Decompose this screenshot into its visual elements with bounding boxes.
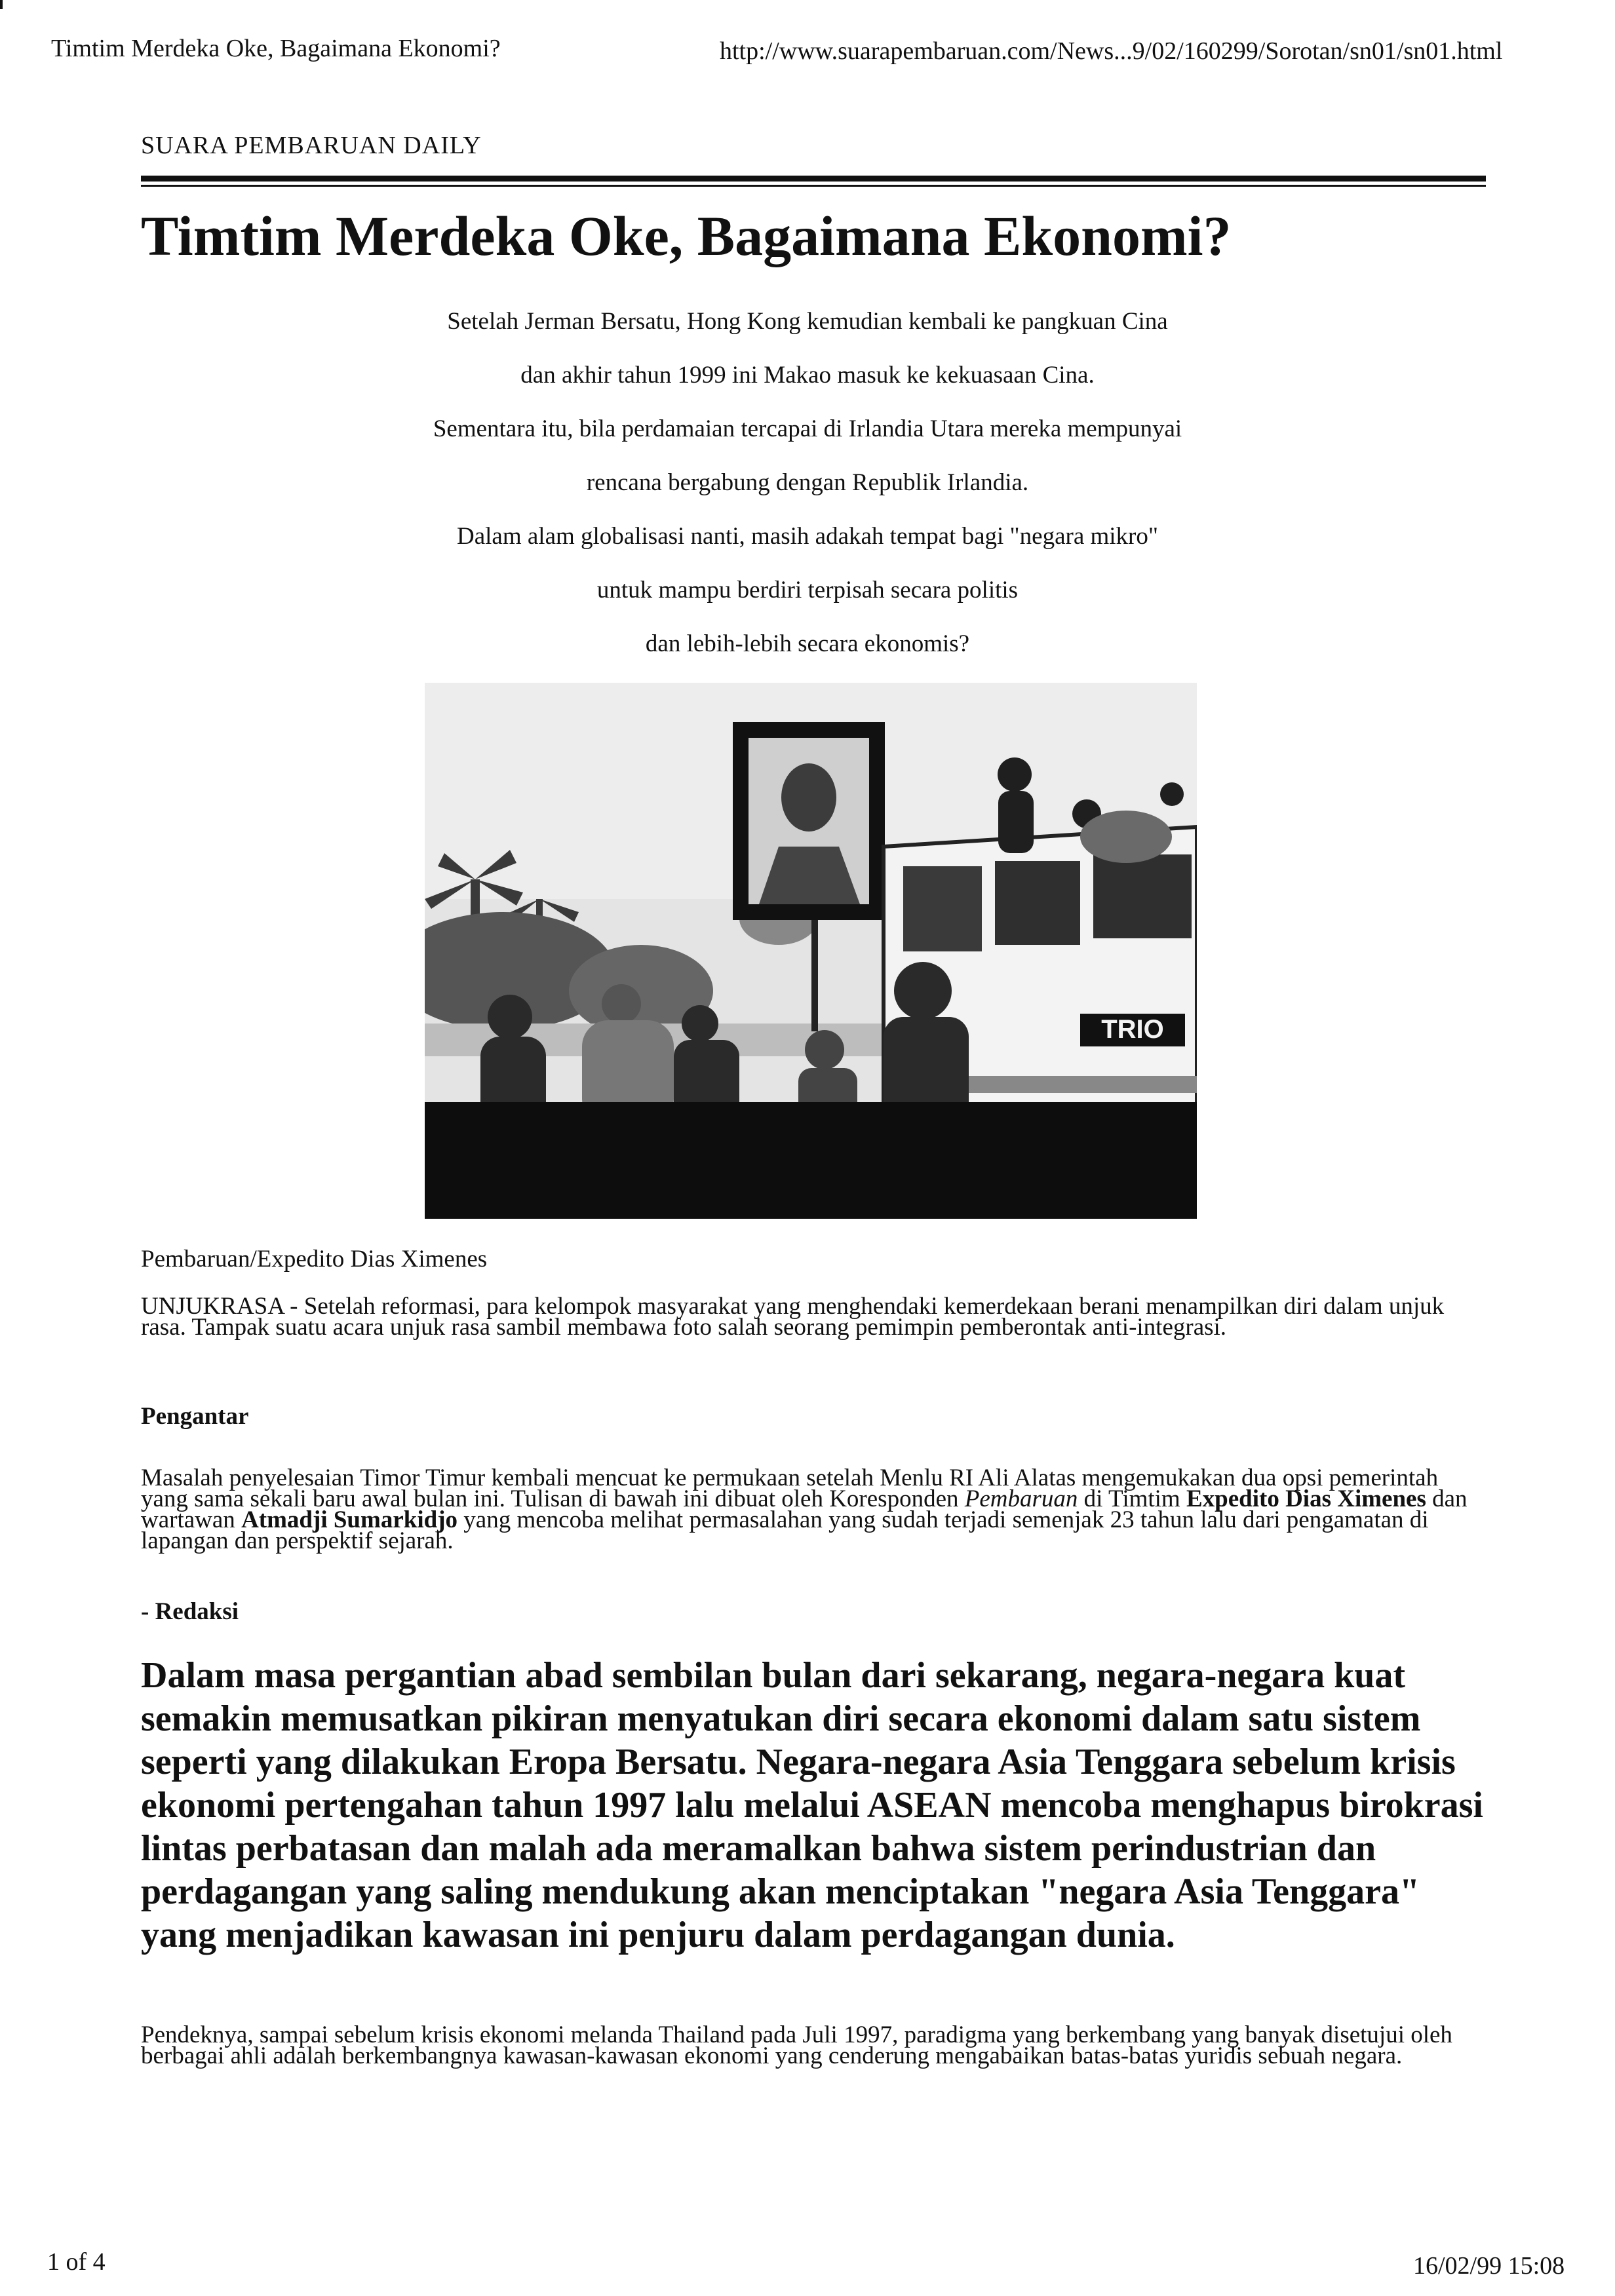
- redaksi-label: - Redaksi: [141, 1598, 239, 1625]
- opening-paragraph: Dalam masa pergantian abad sembilan bulan dari sekarang, negara-negara kuat semakin memusatkan pikiran menyatukan diri secara ekonomi dalam satu sistem seperti yang dilakukan Eropa Bersatu. Negara-negara Asia Tenggara sebelum krisis ekonomi pertengahan tahun 1997 lalu melalui ASEAN mencoba menghapus birokrasi lintas perbatasan dan malah ada meramalkan bahwa sistem perindustrian dan perdagangan yang saling mendukung akan menciptakan "negara Asia Tenggara" yang menjadikan kawasan ini penjuru dalam perdagangan dunia.: [141, 1655, 1483, 1955]
- lead-line: dan lebih-lebih secara ekonomis?: [645, 630, 970, 657]
- author-name: Expedito Dias Ximenes: [1186, 1485, 1426, 1512]
- article-headline: Timtim Merdeka Oke, Bagaimana Ekonomi?: [141, 204, 1232, 267]
- page-number: 1 of 4: [47, 2248, 106, 2276]
- intro-paragraph: [141, 1464, 1478, 1554]
- intro-text: di Timtim: [1078, 1485, 1186, 1512]
- author-name: Atmadji Sumarkidjo: [241, 1506, 458, 1533]
- lead-line: Sementara itu, bila perdamaian tercapai di Irlandia Utara mereka mempunyai: [433, 415, 1182, 442]
- masthead-rule-thin: [141, 185, 1486, 187]
- intro-text: Masalah penyelesaian Timor Timur kembali mencuat ke permukaan setelah Menlu RI Ali Alatas mengemukakan dua opsi pemerintah yang sama sekali baru awal bulan ini. Tulisan di bawah ini dibuat oleh Koresponden: [141, 1464, 1439, 1512]
- intro-text: yang mencoba melihat permasalahan yang sudah terjadi semenjak 23 tahun lalu dari pengamatan di lapangan dan perspektif sejarah.: [141, 1506, 1429, 1554]
- masthead: SUARA PEMBARUAN DAILY: [141, 132, 482, 159]
- print-header-title: Timtim Merdeka Oke, Bagaimana Ekonomi?: [51, 35, 501, 62]
- body-paragraph: Pendeknya, sampai sebelum krisis ekonomi melanda Thailand pada Juli 1997, paradigma yang berkembang yang banyak disetujui oleh berbagai ahli adalah berkembangnya kawasan-kawasan ekonomi yang cenderung mengabaikan batas-batas yuridis sebuah negara.: [141, 2021, 1452, 2069]
- print-header-url[interactable]: http://www.suarapembaruan.com/News...9/02/160299/Sorotan/sn01/sn01.html: [720, 37, 1503, 65]
- scan-artifact: [0, 0, 3, 9]
- lead-line: rencana bergabung dengan Republik Irlandia.: [586, 469, 1029, 496]
- photo-caption: UNJUKRASA - Setelah reformasi, para kelompok masyarakat yang menghendaki kemerdekaan berani menampilkan diri dalam unjuk rasa. Tampak suatu acara unjuk rasa sambil membawa foto salah seorang pemimpin pemberontak anti-integrasi.: [141, 1293, 1445, 1341]
- lead-line: Dalam alam globalisasi nanti, masih adakah tempat bagi "negara mikro": [457, 523, 1158, 550]
- masthead-rule: [141, 176, 1486, 182]
- lead-line: untuk mampu berdiri terpisah secara politis: [596, 577, 1019, 603]
- intro-text: dan wartawan: [141, 1485, 1468, 1533]
- article-photo: [425, 683, 1197, 1219]
- bus-sign-text: TRIO: [1101, 1015, 1164, 1044]
- photo-credit: Pembaruan/Expedito Dias Ximenes: [141, 1246, 488, 1272]
- lead-line: Setelah Jerman Bersatu, Hong Kong kemudian kembali ke pangkuan Cina: [447, 308, 1168, 335]
- publication-name: Pembaruan: [964, 1485, 1078, 1512]
- photo-illustration: [425, 683, 1197, 1219]
- print-datetime: 16/02/99 15:08: [1413, 2252, 1565, 2280]
- pengantar-heading: Pengantar: [141, 1403, 249, 1430]
- lead-block: [0, 295, 1615, 671]
- lead-line: dan akhir tahun 1999 ini Makao masuk ke kekuasaan Cina.: [520, 362, 1095, 389]
